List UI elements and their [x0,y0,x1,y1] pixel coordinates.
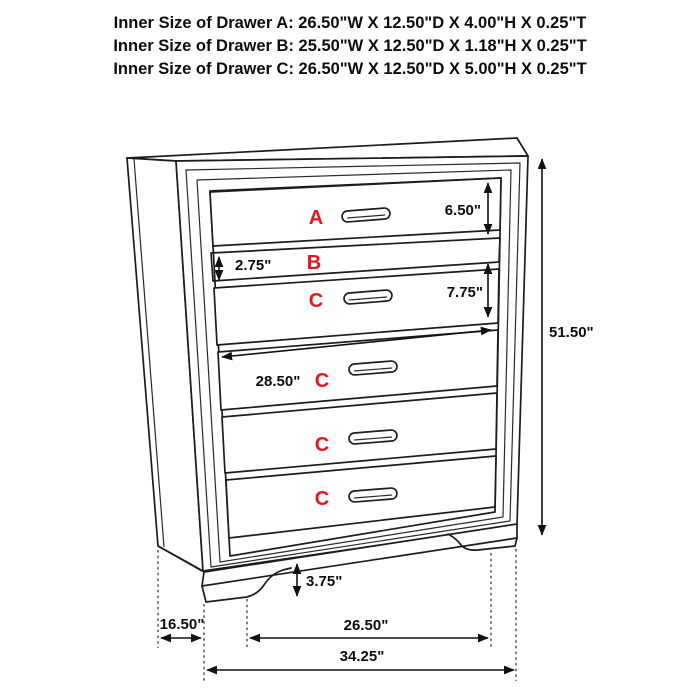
drawer-b-label: B [306,252,322,274]
dim-overall-height-value: 51.50" [549,324,594,341]
dim-leg-height-value: 3.75" [306,573,343,590]
dim-overall-width-value: 34.25" [339,648,385,665]
dim-feet-span-width-value: 26.50" [343,617,389,634]
dim-drawer-inner-width-value: 28.50" [255,373,301,390]
dim-overall-height [542,159,594,535]
dim-drawer-a-height-value: 6.50" [444,202,481,219]
dim-drawer-c1-height-value: 7.75" [446,284,483,301]
dim-drawer-b-height-value: 2.75" [235,257,272,274]
inner-size-line-c: Inner Size of Drawer C: 26.50"W X 12.50"D X 5.00"H X 0.25"T [113,60,587,78]
drawer-c3-label: C [314,434,330,456]
dim-feet-span-width [250,617,488,638]
drawer-c1-label: C [308,290,324,312]
inner-size-line-a: Inner Size of Drawer A: 26.50"W X 12.50"D X 4.00"H X 0.25"T [113,14,587,32]
dim-side-depth-value: 16.50" [159,616,205,633]
inner-size-line-b: Inner Size of Drawer B: 25.50"W X 12.50"D X 1.18"H X 0.25"T [113,37,587,55]
dim-overall-width [207,648,514,670]
dim-side-depth [160,616,205,638]
drawer-c2-label: C [314,370,330,392]
drawers [210,178,501,538]
drawer-a-label: A [308,207,324,229]
drawer-c4-label: C [314,488,330,510]
